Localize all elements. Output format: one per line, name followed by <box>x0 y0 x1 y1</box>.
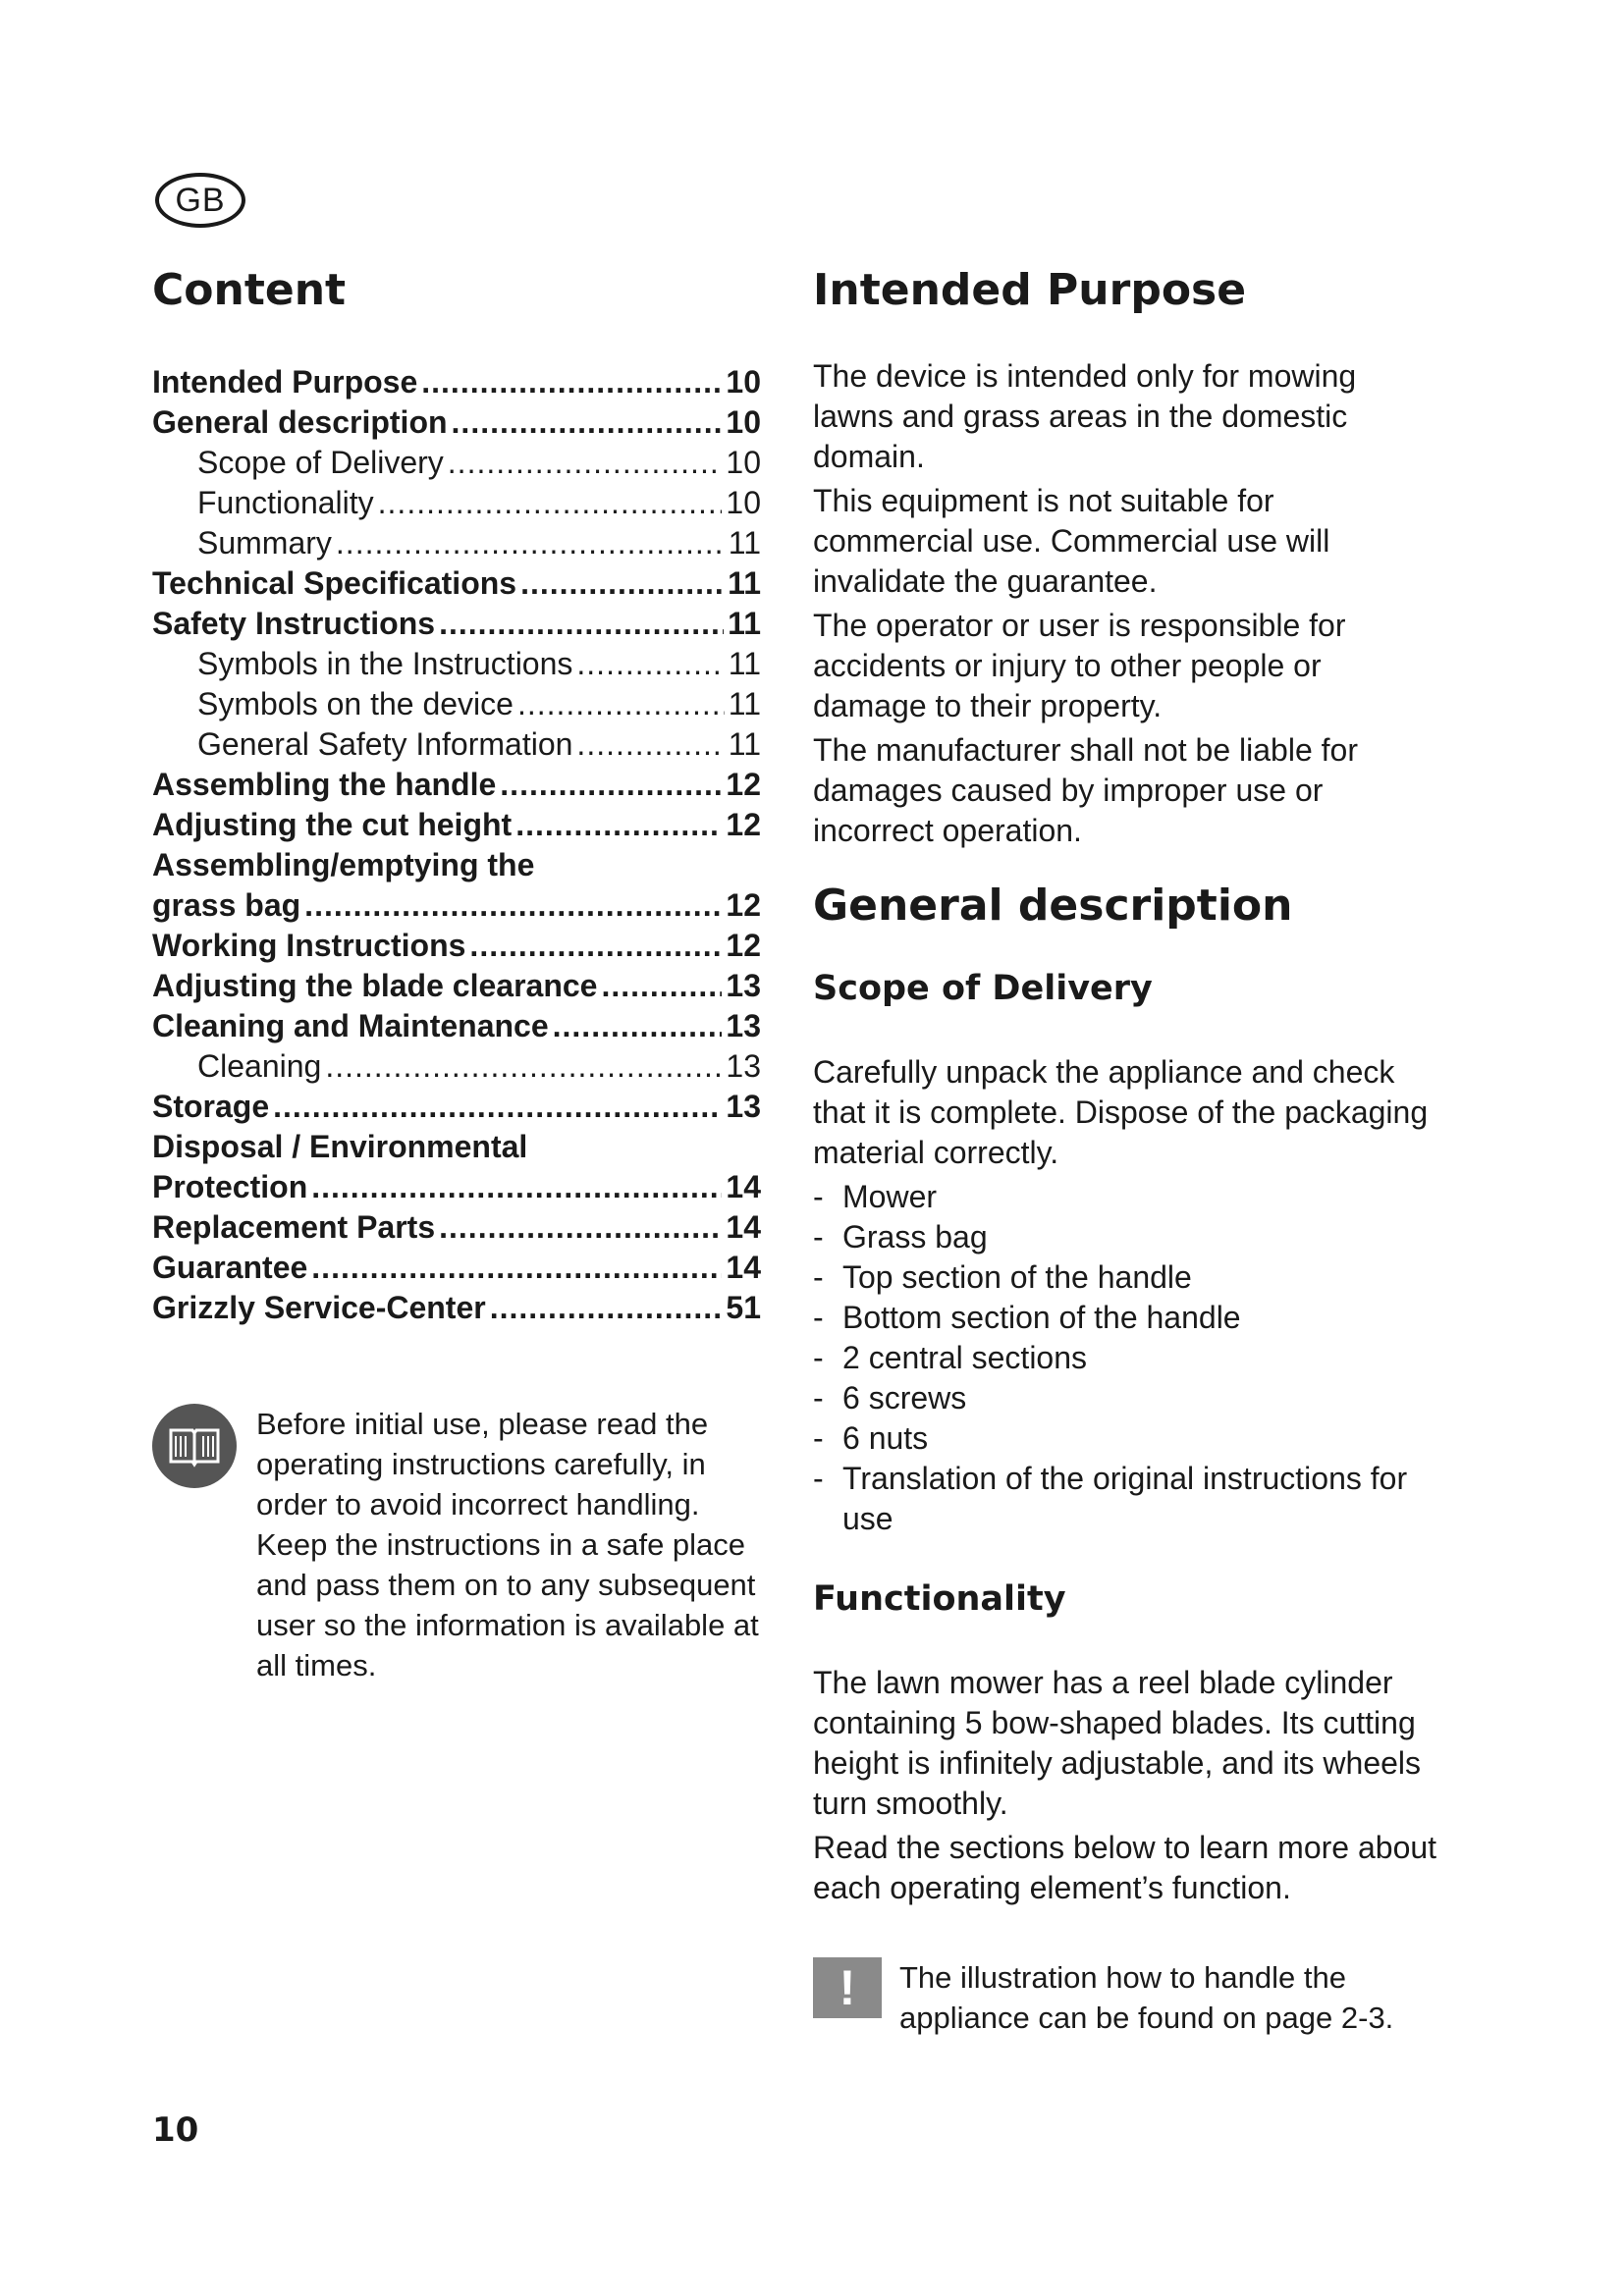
toc-label: Technical Specifications <box>152 564 517 601</box>
content-column <box>152 265 771 1328</box>
toc-page-number: 14 <box>726 1168 761 1204</box>
list-item: - 6 nuts <box>813 1418 1441 1459</box>
toc-leader <box>439 1207 722 1248</box>
toc-page-number: 12 <box>726 927 761 963</box>
toc-leader <box>378 483 723 523</box>
toc-leader <box>515 805 722 845</box>
toc-page-number: 12 <box>726 766 761 802</box>
intended-purpose-text <box>813 356 1441 851</box>
toc-page-number: 12 <box>726 886 761 923</box>
toc-label: Symbols in the Instructions <box>197 645 573 681</box>
toc-entry <box>152 1288 761 1328</box>
toc-page-number: 14 <box>726 1208 761 1245</box>
toc-entry: Assembling/emptying the <box>152 846 535 882</box>
toc-label: Storage <box>152 1088 270 1124</box>
toc-leader <box>448 443 723 483</box>
list-item: - Grass bag <box>813 1217 1441 1257</box>
list-item-text: Top section of the handle <box>842 1258 1192 1295</box>
toc-entry <box>152 604 761 644</box>
list-item: - 2 central sections <box>813 1338 1441 1378</box>
toc-entry <box>152 362 761 402</box>
list-item: - Translation of the original instructions for use <box>813 1459 1441 1539</box>
functionality-paragraph: Read the sections below to learn more about each operating element’s function. <box>813 1829 1437 1905</box>
toc-leader <box>336 523 725 563</box>
table-of-contents <box>152 362 771 1328</box>
toc-page-number: 11 <box>728 645 761 681</box>
purpose-paragraph: This equipment is not suitable for commercial use. Commercial use will invalidate the guarantee. <box>813 482 1330 599</box>
list-item: - 6 screws <box>813 1378 1441 1418</box>
list-item-text: Translation of the original instructions for use <box>842 1460 1408 1536</box>
illustration-note-text: The illustration how to handle the appliance can be found on page 2-3. <box>899 1959 1394 2035</box>
scope-list <box>813 1177 1441 1539</box>
toc-page-number: 11 <box>728 725 761 762</box>
read-instructions-note <box>152 1404 781 1685</box>
purpose-paragraph: The device is intended only for mowing lawns and grass areas in the domestic domain. <box>813 357 1357 474</box>
toc-label: Intended Purpose <box>152 363 418 400</box>
toc-leader <box>553 1006 723 1046</box>
functionality-text <box>813 1663 1441 1908</box>
toc-label: Safety Instructions <box>152 605 436 641</box>
toc-page-number: 51 <box>726 1289 761 1325</box>
general-description-title: General description <box>813 880 1293 931</box>
purpose-paragraph: The operator or user is responsible for accidents or injury to other people or damage to their property. <box>813 607 1346 723</box>
toc-entry <box>152 1087 761 1127</box>
toc-page-number: 13 <box>726 1047 761 1084</box>
functionality-paragraph: The lawn mower has a reel blade cylinder containing 5 bow-shaped blades. Its cutting height is infinitely adjustable, and its wheels turn smoothly. <box>813 1664 1422 1821</box>
toc-label: Adjusting the cut height <box>152 806 513 842</box>
book-icon <box>152 1404 237 1488</box>
scope-of-delivery-title: Scope of Delivery <box>813 968 1153 1008</box>
page-number: 10 <box>152 2110 199 2150</box>
toc-page-number: 11 <box>728 685 761 721</box>
toc-page-number: 11 <box>728 605 761 641</box>
toc-leader <box>500 765 722 805</box>
toc-entry <box>152 724 761 765</box>
toc-leader <box>325 1046 722 1087</box>
scope-intro: Carefully unpack the appliance and check that it is complete. Dispose of the packaging material correctly. <box>813 1053 1429 1170</box>
toc-label: Adjusting the blade clearance <box>152 967 598 1003</box>
toc-label: Summary <box>197 524 332 561</box>
list-item: - Bottom section of the handle <box>813 1298 1441 1338</box>
toc-leader <box>490 1288 723 1328</box>
list-item-text: Mower <box>842 1178 938 1214</box>
list-item-text: Grass bag <box>842 1218 988 1255</box>
toc-label: Cleaning <box>197 1047 322 1084</box>
toc-leader <box>273 1087 722 1127</box>
exclamation-icon: ! <box>813 1957 882 2018</box>
toc-label: Guarantee <box>152 1249 308 1285</box>
toc-entry <box>152 1207 761 1248</box>
note-text: Before initial use, please read the operating instructions carefully, in order to avoid incorrect handling. Keep the instructions in a safe place and pass them on to any subsequent user so the information is available at all times. <box>256 1407 759 1682</box>
list-item-text: 6 screws <box>842 1379 967 1415</box>
toc-leader <box>576 724 724 765</box>
toc-page-number: 10 <box>726 484 761 520</box>
illustration-note <box>813 1957 1441 2038</box>
toc-leader <box>311 1248 722 1288</box>
toc-label: Symbols on the device <box>197 685 514 721</box>
list-item-text: Bottom section of the handle <box>842 1299 1241 1335</box>
toc-label: General description <box>152 403 448 440</box>
toc-label: Functionality <box>197 484 374 520</box>
toc-page-number: 13 <box>726 1007 761 1043</box>
toc-entry <box>152 402 761 443</box>
toc-label: Protection <box>152 1168 308 1204</box>
toc-entry <box>152 805 761 845</box>
toc-page-number: 12 <box>726 806 761 842</box>
toc-leader <box>304 885 722 926</box>
toc-page-number: 13 <box>726 1088 761 1124</box>
toc-page-number: 10 <box>726 403 761 440</box>
toc-leader <box>576 644 724 684</box>
toc-label: Scope of Delivery <box>197 444 444 480</box>
toc-entry <box>152 443 761 483</box>
toc-leader <box>520 563 724 604</box>
list-item-text: 6 nuts <box>842 1419 929 1456</box>
toc-entry <box>152 926 761 966</box>
toc-page-number: 11 <box>728 564 761 601</box>
toc-entry <box>152 1167 761 1207</box>
toc-entry <box>152 966 761 1006</box>
intended-purpose-title: Intended Purpose <box>813 265 1247 315</box>
toc-label: Grizzly Service-Center <box>152 1289 486 1325</box>
toc-page-number: 14 <box>726 1249 761 1285</box>
toc-label: General Safety Information <box>197 725 573 762</box>
toc-entry <box>152 1046 761 1087</box>
toc-entry <box>152 523 761 563</box>
content-title: Content <box>152 265 347 315</box>
list-item: - Mower <box>813 1177 1441 1217</box>
toc-entry <box>152 885 761 926</box>
toc-leader <box>421 362 722 402</box>
country-badge: GB <box>155 173 245 228</box>
toc-leader <box>311 1167 722 1207</box>
toc-entry <box>152 483 761 523</box>
list-item: - Top section of the handle <box>813 1257 1441 1298</box>
toc-leader <box>452 402 723 443</box>
toc-entry <box>152 684 761 724</box>
toc-page-number: 11 <box>728 524 761 561</box>
functionality-title: Functionality <box>813 1578 1066 1619</box>
toc-entry <box>152 563 761 604</box>
toc-page-number: 13 <box>726 967 761 1003</box>
main-column <box>813 265 1441 2038</box>
toc-entry: Disposal / Environmental <box>152 1128 528 1164</box>
toc-entry <box>152 1006 761 1046</box>
toc-label: Cleaning and Maintenance <box>152 1007 549 1043</box>
toc-page-number: 10 <box>726 444 761 480</box>
toc-label: grass bag <box>152 886 301 923</box>
toc-label: Replacement Parts <box>152 1208 436 1245</box>
list-item-text: 2 central sections <box>842 1339 1088 1375</box>
toc-leader <box>439 604 724 644</box>
toc-leader <box>601 966 722 1006</box>
purpose-paragraph: The manufacturer shall not be liable for damages caused by improper use or incorrect operation. <box>813 731 1358 848</box>
toc-label: Working Instructions <box>152 927 466 963</box>
toc-page-number: 10 <box>726 363 761 400</box>
toc-entry <box>152 1248 761 1288</box>
toc-leader <box>469 926 722 966</box>
toc-leader <box>517 684 725 724</box>
toc-entry <box>152 765 761 805</box>
toc-entry <box>152 644 761 684</box>
toc-label: Assembling the handle <box>152 766 497 802</box>
